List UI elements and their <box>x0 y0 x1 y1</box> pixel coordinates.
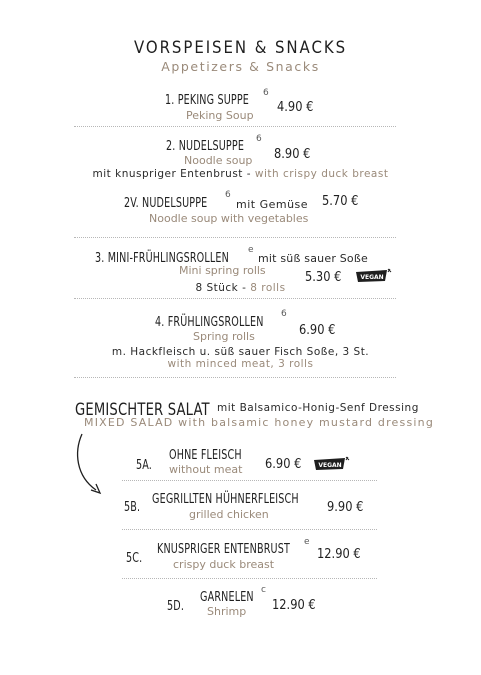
vegan-badge-label: VEGAN <box>360 274 384 281</box>
vegan-badge-label: VEGAN <box>318 462 342 469</box>
item-2v-name <box>124 196 207 211</box>
section-title: VORSPEISEN & SNACKS <box>133 38 348 58</box>
vegan-badge-icon <box>312 456 352 472</box>
item-4-note-de: m. Hackfleisch u. süß sauer Fisch Soße, 3 St. <box>111 346 370 358</box>
divider <box>122 578 377 579</box>
option-5d-name: GARNELEN <box>200 590 254 605</box>
item-4-price: 6.90 € <box>299 323 336 338</box>
item-2v-extra: mit Gemüse <box>236 198 309 211</box>
option-5a-number: 5A. <box>136 458 153 473</box>
item-2-number: 2. <box>166 139 176 154</box>
item-1-subtitle: Peking Soup <box>186 109 254 122</box>
option-5d-price: 12.90 € <box>272 598 316 613</box>
salad-title: GEMISCHTER SALAT <box>75 400 210 420</box>
option-5d-subtitle: Shrimp <box>207 605 247 618</box>
item-2-subtitle: Noodle soup <box>184 154 253 167</box>
item-1-price: 4.90 € <box>277 100 314 115</box>
item-2v-title: NUDELSUPPE <box>142 196 208 211</box>
item-3-title: MINI-FRÜHLINGSROLLEN <box>107 251 229 266</box>
item-2-price: 8.90 € <box>274 147 311 162</box>
divider <box>74 377 396 378</box>
option-5b-price: 9.90 € <box>327 500 364 515</box>
divider <box>74 126 396 127</box>
salad-subtitle: MIXED SALAD with balsamic honey mustard dressing <box>84 416 435 429</box>
option-5d-allergen: c <box>261 585 266 595</box>
option-5d-number: 5D. <box>167 599 185 614</box>
item-1-title: PEKING SUPPE <box>177 93 250 108</box>
option-5a-subtitle: without meat <box>169 463 243 476</box>
option-5c-number: 5C. <box>126 551 143 566</box>
option-5b-subtitle: grilled chicken <box>189 508 269 521</box>
option-5c-price: 12.90 € <box>317 547 361 562</box>
item-3-number: 3. <box>95 251 105 266</box>
item-2-allergen: 6 <box>256 134 262 144</box>
item-2-note-en: with crispy duck breast <box>254 168 389 180</box>
option-5b-name: GEGRILLTEN HÜHNERFLEISCH <box>152 492 299 507</box>
item-1-number: 1. <box>165 93 175 108</box>
item-4-title: FRÜHLINGSROLLEN <box>167 315 264 330</box>
item-2-title: NUDELSUPPE <box>178 139 245 154</box>
item-4-allergen: 6 <box>281 309 287 319</box>
item-4-number: 4. <box>155 315 165 330</box>
item-4-note-en: with minced meat, 3 rolls <box>167 358 314 370</box>
item-3-price: 5.30 € <box>305 270 342 285</box>
item-4-subtitle: Spring rolls <box>193 330 255 343</box>
item-3-allergen: e <box>248 245 254 255</box>
divider <box>122 480 377 481</box>
item-2v-allergen: 6 <box>225 190 231 200</box>
item-4-name <box>155 315 264 330</box>
item-2-note <box>0 168 481 180</box>
item-2v-price: 5.70 € <box>322 194 359 209</box>
item-1-allergen: 6 <box>263 88 269 98</box>
option-5b-number: 5B. <box>124 500 141 515</box>
option-5c-subtitle: crispy duck breast <box>173 558 275 571</box>
option-5a-name: OHNE FLEISCH <box>169 448 242 463</box>
item-3-note-en: 8 rolls <box>250 282 286 294</box>
item-3-extra: mit süß sauer Soße <box>258 252 368 265</box>
salad-title-extra: mit Balsamico-Honig-Senf Dressing <box>217 402 419 414</box>
divider <box>74 237 396 238</box>
item-3-subtitle: Mini spring rolls <box>179 264 266 277</box>
item-2v-number: 2V. <box>124 196 139 211</box>
option-5c-allergen: e <box>304 537 310 547</box>
divider <box>74 298 396 299</box>
option-5a-price: 6.90 € <box>265 457 302 472</box>
divider <box>122 529 377 530</box>
item-3-note-de: 8 Stück - <box>195 282 251 294</box>
curved-arrow-icon <box>72 430 108 502</box>
option-5c-name: KNUSPRIGER ENTENBRUST <box>157 542 291 557</box>
item-2-note-de: mit knuspriger Entenbrust - <box>92 168 255 180</box>
item-1-name <box>165 93 249 108</box>
section-subtitle: Appetizers & Snacks <box>161 59 320 74</box>
item-2v-subtitle: Noodle soup with vegetables <box>149 212 309 225</box>
item-3-note <box>0 282 481 294</box>
item-2-name <box>166 139 244 154</box>
